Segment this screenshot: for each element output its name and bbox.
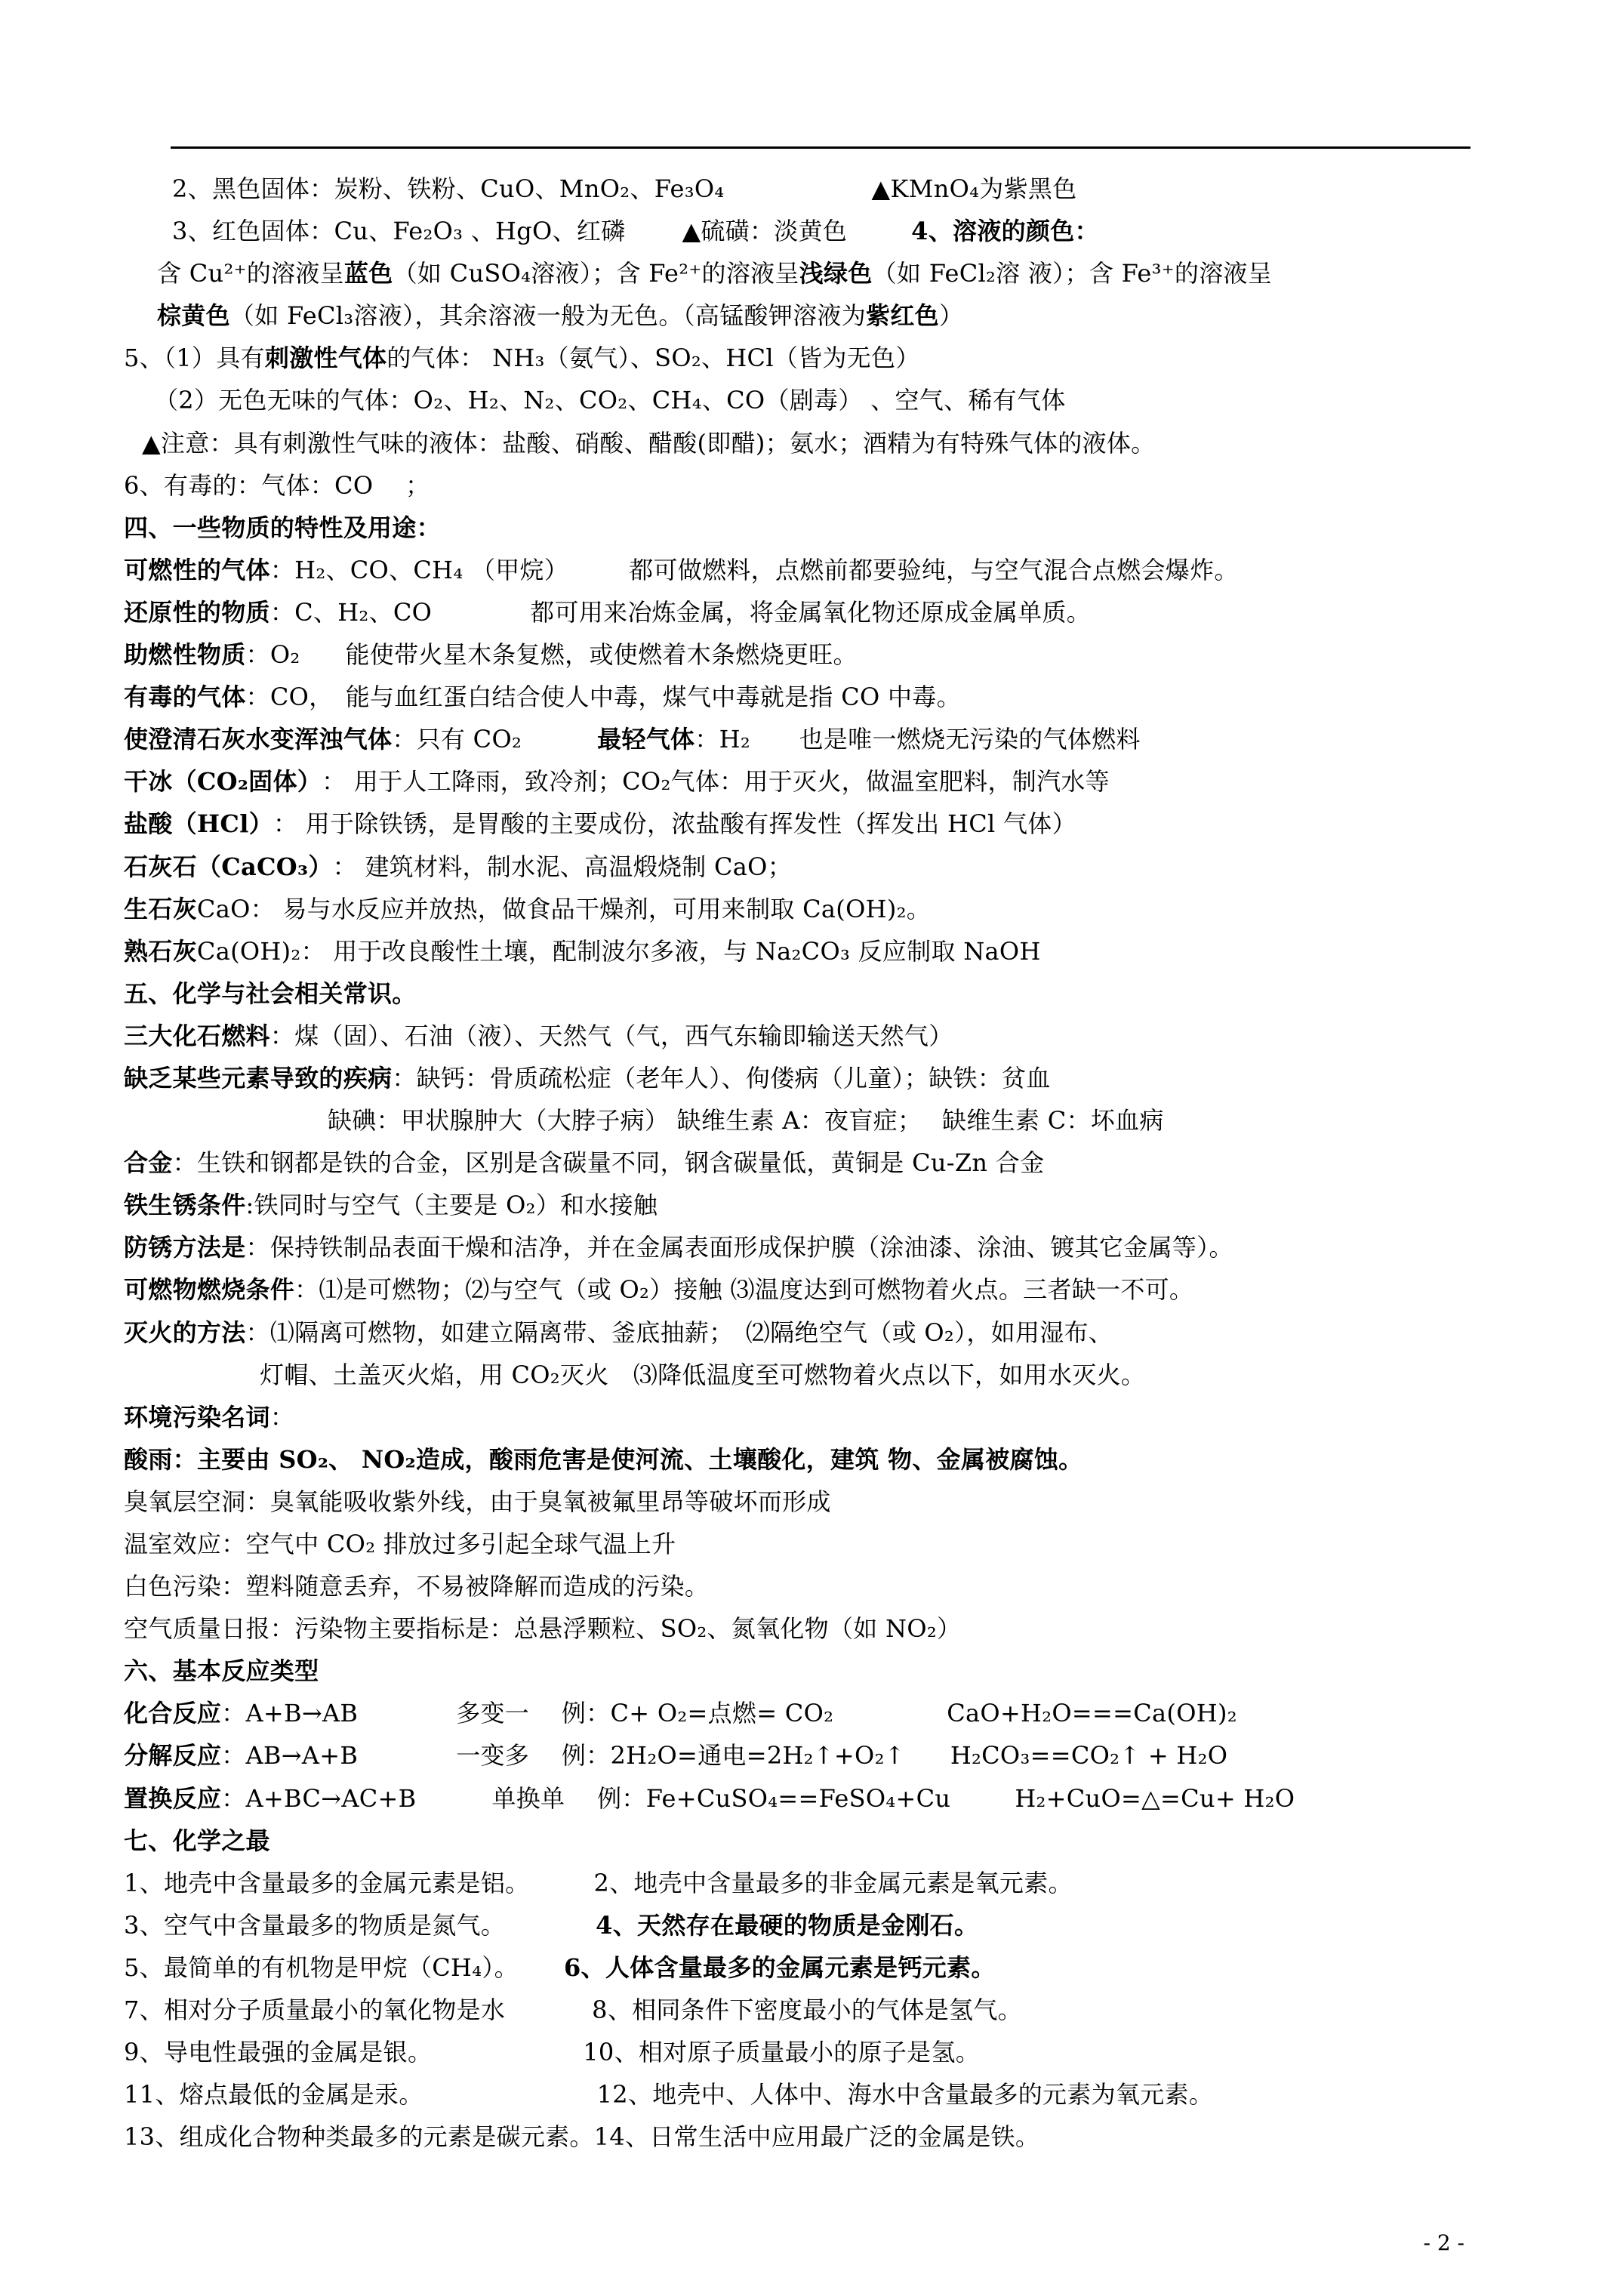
text-segment: ：H₂ 也是唯一燃烧无污染的气体燃料 bbox=[694, 725, 1141, 754]
text-segment: ：CO， 能与血红蛋白结合使人中毒，煤气中毒就是指 CO 中毒。 bbox=[245, 683, 961, 712]
text-segment: 缺碘：甲状腺肿大（大脖子病） 缺维生素 A：夜盲症； 缺维生素 C：坏血病 bbox=[328, 1106, 1164, 1136]
page-number: - 2 - bbox=[1423, 2230, 1464, 2255]
bold-text: 助燃性物质 bbox=[124, 640, 246, 670]
text-segment: ：A+BC→AC+B bbox=[221, 1783, 417, 1813]
text-segment: ：H₂、CO、CH₄ （甲烷） bbox=[269, 555, 569, 584]
bold-text: 分解反应 bbox=[124, 1741, 222, 1771]
text-segment: Ca(OH)₂： 用于改良酸性土壤，配制波尔多液，与 Na₂CO₃ 反应制取 NaOH bbox=[196, 936, 1041, 966]
text-line bbox=[124, 1777, 1498, 1820]
text-segment: 的气体： NH₃（氨气）、SO₂、HCl（皆为无色） bbox=[387, 344, 920, 373]
bold-text: 棕黄色 bbox=[157, 301, 230, 331]
bold-text: 防锈方法是 bbox=[124, 1233, 246, 1262]
text-segment: H₂+CuO=△=Cu+ H₂O bbox=[1015, 1783, 1295, 1813]
text-line bbox=[124, 1396, 1498, 1438]
text-segment: 13、组成化合物种类最多的元素是碳元素。14、日常生活中应用最广泛的金属是铁。 bbox=[124, 2122, 1040, 2152]
text-line bbox=[124, 803, 1498, 845]
bold-text: 置换反应 bbox=[124, 1783, 222, 1813]
text-segment: ： bbox=[269, 1402, 295, 1432]
text-line bbox=[124, 1565, 1498, 1607]
text-line bbox=[124, 1862, 1498, 1904]
text-segment: ：缺钙：骨质疏松症（老年人）、佝偻病（儿童）；缺铁：贫血 bbox=[392, 1063, 1051, 1093]
bold-text: 刺激性气体 bbox=[264, 344, 387, 373]
text-line bbox=[124, 507, 1498, 549]
text-segment: ：只有 CO₂ bbox=[392, 725, 522, 754]
bold-text: 熟石灰 bbox=[124, 936, 197, 966]
text-segment: 2、黑色固体：炭粉、铁粉、CuO、MnO₂、Fe₃O₄ bbox=[172, 174, 725, 203]
bold-text: 酸雨：主要由 SO₂、 NO₂造成，酸雨危害是使河流、土壤酸化，建筑 物、金属被腐蚀。 bbox=[124, 1444, 1083, 1474]
bold-text: 6、人体含量最多的金属元素是钙元素。 bbox=[563, 1952, 996, 1982]
bold-text: 盐酸（HCl） bbox=[124, 809, 273, 839]
text-line bbox=[124, 888, 1498, 930]
text-segment: ▲硫磺：淡黄色 bbox=[682, 217, 848, 246]
bold-text: 生石灰 bbox=[124, 894, 197, 923]
text-segment: 空气质量日报：污染物主要指标是：总悬浮颗粒、SO₂、氮氧化物（如 NO₂） bbox=[124, 1614, 962, 1644]
text-line bbox=[124, 1015, 1498, 1057]
bold-text: 五、化学与社会相关常识。 bbox=[124, 978, 417, 1008]
text-segment: 6、有毒的：气体：CO ； bbox=[124, 470, 430, 500]
text-line bbox=[124, 1268, 1498, 1311]
text-line bbox=[124, 1184, 1498, 1226]
text-segment: ： 建筑材料，制水泥、高温煅烧制 CaO； bbox=[332, 852, 793, 881]
bold-text: 缺乏某些元素导致的疾病 bbox=[124, 1063, 393, 1093]
bold-text: 4、溶液的颜色： bbox=[911, 217, 1099, 246]
text-line bbox=[124, 676, 1498, 718]
text-line bbox=[124, 379, 1498, 421]
text-segment: ：⑴隔离可燃物，如建立隔离带、釜底抽薪； ⑵隔绝空气（或 O₂），如用湿布、 bbox=[245, 1318, 1113, 1347]
text-line bbox=[124, 252, 1498, 294]
text-segment: 臭氧层空洞：臭氧能吸收紫外线，由于臭氧被氟里昂等破坏而形成 bbox=[124, 1487, 831, 1516]
text-segment: H₂CO₃==CO₂↑ + H₂O bbox=[950, 1741, 1228, 1771]
text-segment: CaO： 易与水反应并放热，做食品干燥剂，可用来制取 Ca(OH)₂。 bbox=[196, 894, 932, 923]
text-segment: ：A+B→AB bbox=[221, 1699, 359, 1728]
text-segment: 一变多 例：2H₂O=通电=2H₂↑+O₂↑ bbox=[456, 1741, 905, 1771]
text-segment: 5、（1）具有 bbox=[124, 344, 265, 373]
text-line bbox=[124, 210, 1498, 252]
text-segment: :铁同时与空气（主要是 O₂）和水接触 bbox=[245, 1191, 658, 1220]
text-segment: ： 用于人工降雨，致冷剂；CO₂气体：用于灭火，做温室肥料，制汽水等 bbox=[322, 767, 1110, 797]
text-segment: 含 Cu²⁺的溶液呈 bbox=[157, 259, 344, 288]
text-segment: ：⑴是可燃物；⑵与空气（或 O₂）接触 ⑶温度达到可燃物着火点。三者缺一不可。 bbox=[294, 1275, 1194, 1305]
text-segment: ：煤（固）、石油（液）、天然气（气，西气东输即输送天然气） bbox=[269, 1021, 953, 1050]
text-segment: ：保持铁制品表面干燥和洁净，并在金属表面形成保护膜（涂油漆、涂油、镀其它金属等）。 bbox=[245, 1233, 1233, 1262]
text-line bbox=[124, 930, 1498, 972]
text-segment: 白色污染：塑料随意丢弃，不易被降解而造成的污染。 bbox=[124, 1572, 710, 1601]
text-segment: 3、空气中含量最多的物质是氮气。 bbox=[124, 1910, 506, 1940]
bold-text: 合金 bbox=[124, 1148, 173, 1178]
bold-text: 还原性的物质 bbox=[124, 597, 270, 627]
text-segment: ▲KMnO₄为紫黑色 bbox=[871, 174, 1077, 203]
text-segment: 温室效应：空气中 CO₂ 排放过多引起全球气温上升 bbox=[124, 1530, 676, 1558]
text-line bbox=[124, 1946, 1498, 1989]
text-segment: 7、相对分子质量最小的氧化物是水 bbox=[124, 1996, 506, 2025]
text-line bbox=[124, 464, 1498, 507]
text-line bbox=[124, 1438, 1498, 1481]
text-segment: （如 CuSO₄溶液）；含 Fe²⁺的溶液呈 bbox=[393, 259, 799, 288]
text-segment: 8、相同条件下密度最小的气体是氢气。 bbox=[592, 1996, 1022, 2025]
text-line bbox=[124, 2073, 1498, 2116]
text-line bbox=[124, 633, 1498, 676]
bold-text: 有毒的气体 bbox=[124, 683, 246, 712]
text-line bbox=[124, 1099, 1498, 1142]
text-segment: ：生铁和钢都是铁的合金，区别是含碳量不同，钢含碳量低，黄铜是 Cu-Zn 合金 bbox=[172, 1148, 1045, 1178]
header-rule bbox=[171, 146, 1471, 149]
text-line bbox=[124, 422, 1498, 464]
text-line bbox=[124, 1481, 1498, 1523]
bold-text: 七、化学之最 bbox=[124, 1826, 270, 1855]
bold-text: 环境污染名词 bbox=[124, 1402, 270, 1432]
text-segment: 多变一 例：C+ O₂=点燃= CO₂ bbox=[456, 1699, 834, 1728]
document-body bbox=[124, 168, 1498, 2158]
text-segment: （如 FeCl₂溶 液）；含 Fe³⁺的溶液呈 bbox=[872, 259, 1273, 288]
text-segment: （如 FeCl₃溶液），其余溶液一般为无色。（高锰酸钾溶液为 bbox=[229, 301, 867, 331]
text-segment: 3、红色固体：Cu、Fe₂O₃ 、HgO、红磷 bbox=[172, 217, 626, 246]
text-segment: ：C、H₂、CO bbox=[269, 597, 433, 627]
text-segment: 2、地壳中含量最多的非金属元素是氧元素。 bbox=[593, 1868, 1073, 1897]
bold-text: 可燃性的气体 bbox=[124, 555, 270, 584]
bold-text: 三大化石燃料 bbox=[124, 1021, 270, 1050]
text-line bbox=[124, 972, 1498, 1015]
text-line bbox=[124, 1734, 1498, 1777]
text-segment: CaO+H₂O===Ca(OH)₂ bbox=[947, 1699, 1237, 1728]
bold-text: 可燃物燃烧条件 bbox=[124, 1275, 295, 1305]
text-segment: 单换单 例：Fe+CuSO₄==FeSO₄+Cu bbox=[491, 1783, 951, 1813]
bold-text: 最轻气体 bbox=[597, 725, 695, 754]
text-line bbox=[124, 294, 1498, 337]
text-line bbox=[124, 718, 1498, 760]
bold-text: 四、一些物质的特性及用途： bbox=[124, 513, 441, 542]
text-segment: ：O₂ bbox=[245, 640, 300, 670]
bold-text: 六、基本反应类型 bbox=[124, 1657, 319, 1686]
text-line bbox=[124, 1904, 1498, 1946]
text-line bbox=[124, 1311, 1498, 1354]
bold-text: 蓝色 bbox=[344, 259, 393, 288]
text-line bbox=[124, 1142, 1498, 1184]
text-segment: ） bbox=[938, 301, 964, 331]
text-line bbox=[124, 1820, 1498, 1862]
text-segment: 都可做燃料，点燃前都要验纯，与空气混合点燃会爆炸。 bbox=[629, 555, 1239, 584]
text-segment: 10、相对原子质量最小的原子是氢。 bbox=[583, 2038, 981, 2067]
text-line bbox=[124, 846, 1498, 888]
text-line bbox=[124, 337, 1498, 379]
text-segment: ：AB→A+B bbox=[221, 1741, 359, 1771]
text-line bbox=[124, 2031, 1498, 2073]
text-line bbox=[124, 549, 1498, 591]
text-segment: 1、地壳中含量最多的金属元素是铝。 bbox=[124, 1868, 530, 1897]
bold-text: 紫红色 bbox=[866, 301, 939, 331]
text-line bbox=[124, 1692, 1498, 1734]
text-segment: 12、地壳中、人体中、海水中含量最多的元素为氧元素。 bbox=[596, 2080, 1214, 2110]
text-line bbox=[124, 2116, 1498, 2158]
text-segment: 5、最简单的有机物是甲烷（CH₄）。 bbox=[124, 1952, 519, 1982]
bold-text: 4、天然存在最硬的物质是金刚石。 bbox=[596, 1910, 979, 1940]
bold-text: 使澄清石灰水变浑浊气体 bbox=[124, 725, 393, 754]
bold-text: 灭火的方法 bbox=[124, 1318, 246, 1347]
text-segment: 能使带火星木条复燃，或使燃着木条燃烧更旺。 bbox=[345, 640, 858, 670]
text-line bbox=[124, 760, 1498, 803]
text-segment: 灯帽、土盖灭火焰，用 CO₂灭火 ⑶降低温度至可燃物着火点以下，如用水灭火。 bbox=[260, 1360, 1146, 1389]
text-segment: ▲注意：具有刺激性气味的液体：盐酸、硝酸、醋酸(即醋)；氨水；酒精为有特殊气体的液体。 bbox=[142, 428, 1156, 458]
text-line bbox=[124, 1226, 1498, 1268]
bold-text: 干冰（CO₂固体） bbox=[124, 767, 322, 797]
text-segment: 11、熔点最低的金属是汞。 bbox=[124, 2080, 423, 2110]
text-segment: （2）无色无味的气体：O₂、H₂、N₂、CO₂、CH₄、CO（剧毒） 、空气、稀有气体 bbox=[154, 386, 1066, 415]
text-line bbox=[124, 1607, 1498, 1650]
text-line bbox=[124, 1523, 1498, 1565]
text-segment: 都可用来冶炼金属，将金属氧化物还原成金属单质。 bbox=[530, 597, 1092, 627]
text-line bbox=[124, 1354, 1498, 1396]
text-segment: 9、导电性最强的金属是银。 bbox=[124, 2038, 433, 2067]
text-line bbox=[124, 1989, 1498, 2031]
text-line bbox=[124, 1057, 1498, 1099]
bold-text: 化合反应 bbox=[124, 1699, 222, 1728]
text-line bbox=[124, 168, 1498, 210]
text-line bbox=[124, 1650, 1498, 1692]
bold-text: 浅绿色 bbox=[799, 259, 873, 288]
text-line bbox=[124, 591, 1498, 633]
bold-text: 石灰石（CaCO₃） bbox=[124, 852, 333, 881]
bold-text: 铁生锈条件 bbox=[124, 1191, 246, 1220]
text-segment: ： 用于除铁锈，是胃酸的主要成份，浓盐酸有挥发性（挥发出 HCl 气体） bbox=[273, 809, 1076, 839]
